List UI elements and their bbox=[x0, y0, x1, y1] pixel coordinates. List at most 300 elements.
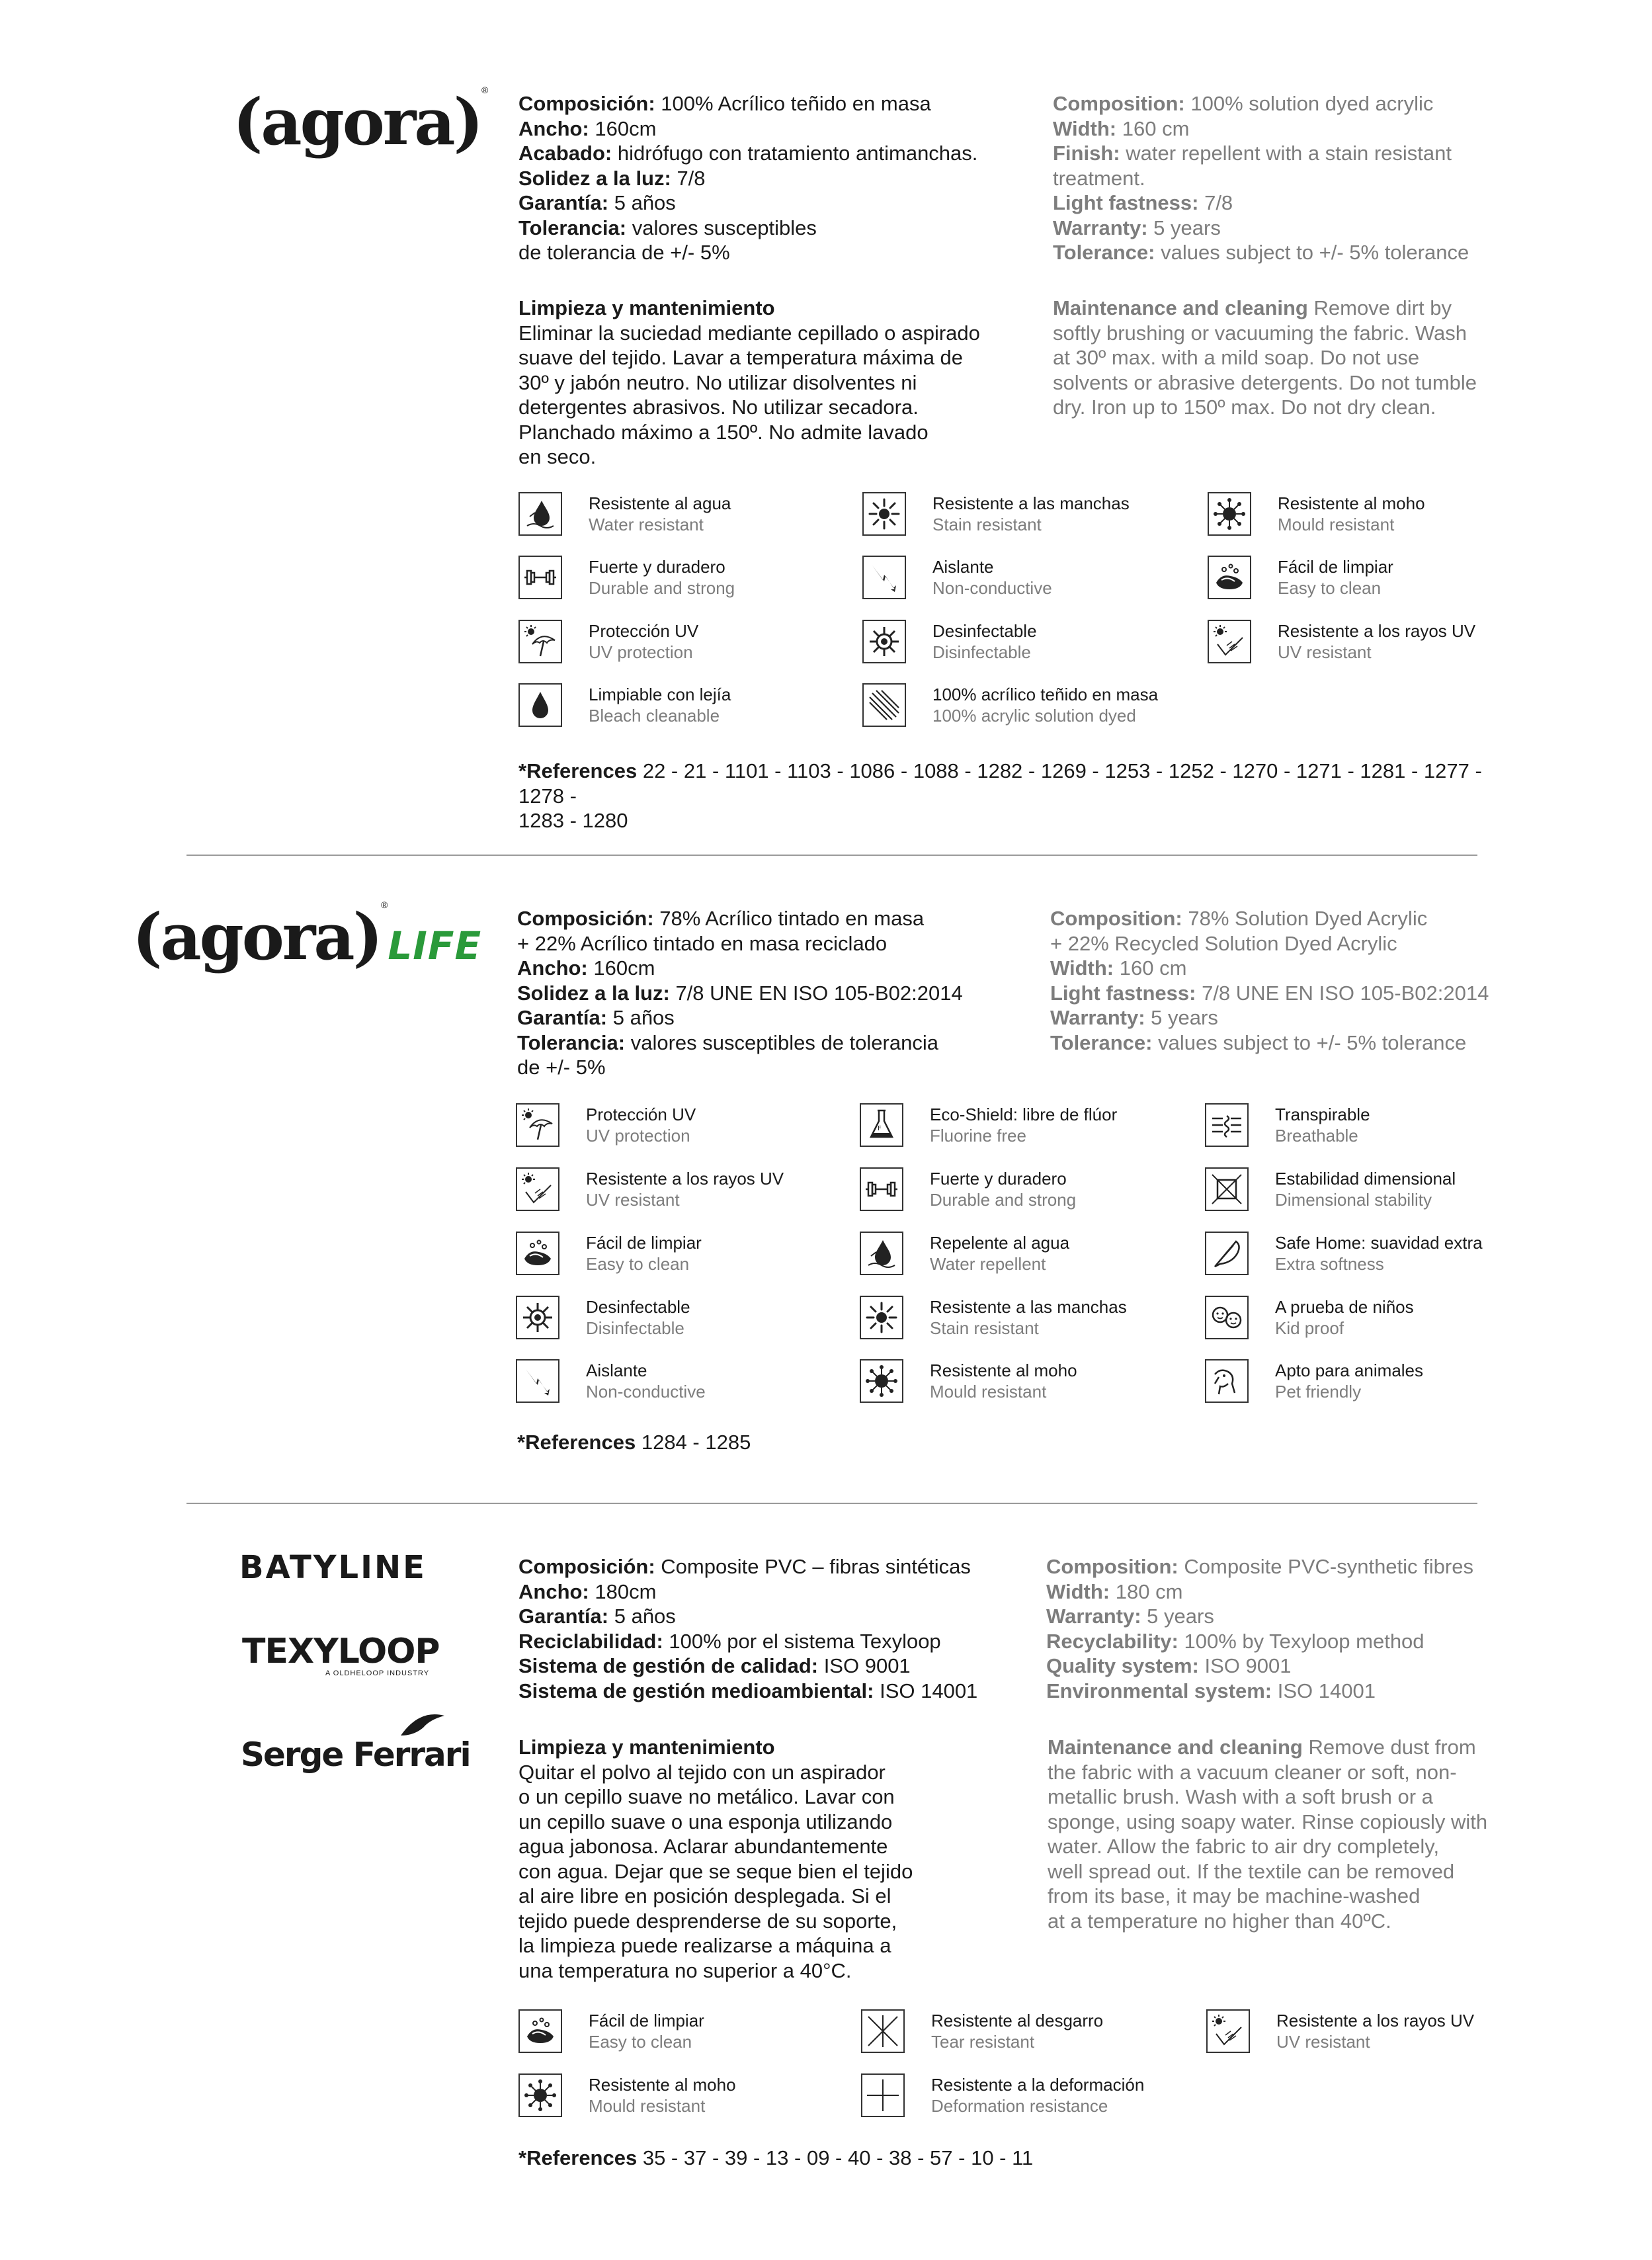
feature-item bbox=[1205, 1167, 1456, 1211]
spec-line bbox=[1053, 240, 1555, 265]
spec-line bbox=[518, 240, 1021, 265]
feature-label-en: Pet friendly bbox=[1275, 1382, 1362, 1402]
spec-value: 160 cm bbox=[1114, 956, 1187, 980]
feature-label bbox=[589, 620, 698, 663]
feature-label bbox=[589, 2010, 704, 2052]
feature-label-es: Limpiable con lejía bbox=[589, 685, 731, 704]
s2-refs-line1: 1284 - 1285 bbox=[636, 1431, 751, 1454]
feature-label bbox=[1275, 1168, 1456, 1210]
feature-item bbox=[518, 2073, 736, 2117]
feature-label-es: Estabilidad dimensional bbox=[1275, 1169, 1456, 1189]
spec-key: Composition: bbox=[1050, 907, 1182, 930]
spec-line bbox=[1046, 1579, 1575, 1605]
spec-line bbox=[518, 1554, 1034, 1579]
feature-label-en: Easy to clean bbox=[586, 1254, 690, 1274]
s3-maint-es bbox=[518, 1735, 1034, 1983]
feature-label-es: Eco-Shield: libre de flúor bbox=[930, 1105, 1118, 1124]
s1-maint-en-title: Maintenance and cleaning bbox=[1053, 296, 1308, 319]
feature-label-es: Resistente al moho bbox=[589, 2075, 736, 2095]
tear-icon bbox=[861, 2009, 905, 2053]
feature-label-es: Resistente a los rayos UV bbox=[1276, 2011, 1475, 2030]
spec-line bbox=[1053, 91, 1555, 116]
spec-key: Tolerance: bbox=[1050, 1030, 1153, 1054]
feature-label-es: Aislante bbox=[932, 557, 994, 577]
feature-item bbox=[1205, 1103, 1370, 1147]
spec-key: Width: bbox=[1050, 956, 1114, 980]
spec-key: Solidez a la luz: bbox=[518, 166, 671, 190]
texyloop-logo bbox=[242, 1634, 440, 1677]
spec-line bbox=[517, 1030, 1020, 1056]
maintenance-line: Quitar el polvo al tejido con un aspirador bbox=[518, 1760, 886, 1784]
spec-line bbox=[517, 981, 1020, 1006]
feature-label-en: 100% acrylic solution dyed bbox=[932, 706, 1136, 726]
spec-key: Acabado: bbox=[518, 142, 612, 165]
hand-wash-icon bbox=[518, 2009, 562, 2053]
feature-label bbox=[586, 1360, 706, 1402]
feature-item bbox=[518, 492, 731, 536]
feature-label-en: Kid proof bbox=[1275, 1318, 1344, 1338]
section-divider bbox=[186, 855, 1477, 856]
feature-label bbox=[1275, 1360, 1423, 1402]
maintenance-line: softly brushing or vacuuming the fabric. Wash bbox=[1053, 321, 1467, 345]
spec-key: Ancho: bbox=[517, 956, 588, 980]
spec-line bbox=[1053, 116, 1555, 142]
spec-value: 100% Acrílico teñido en masa bbox=[655, 92, 931, 115]
s1-spec-es bbox=[518, 91, 1021, 265]
spec-value: 160cm bbox=[589, 116, 657, 140]
s3-spec-en bbox=[1046, 1554, 1575, 1703]
kids-icon bbox=[1205, 1296, 1249, 1339]
spec-value: 180cm bbox=[589, 1579, 657, 1603]
spec-key: Reciclabilidad: bbox=[518, 1629, 663, 1653]
spec-line bbox=[1053, 141, 1555, 166]
feature-label-en: Disinfectable bbox=[932, 642, 1031, 662]
spec-line bbox=[1046, 1629, 1575, 1654]
spec-value: 100% por el sistema Texyloop bbox=[663, 1629, 941, 1653]
feature-label-es: Desinfectable bbox=[586, 1297, 690, 1317]
spec-value: 5 years bbox=[1141, 1605, 1214, 1628]
spec-value: de +/- 5% bbox=[517, 1056, 606, 1079]
feature-label bbox=[586, 1296, 690, 1339]
maintenance-line: Eliminar la suciedad mediante cepillado o aspirado bbox=[518, 321, 980, 345]
spec-value: ISO 14001 bbox=[874, 1679, 978, 1702]
s1-refs-line1: 22 - 21 - 1101 - 1103 - 1086 - 1088 - 1282 - 1269 - 1253 - 1252 - 1270 - 1271 - 1281 - 1277 - 1278 - bbox=[518, 759, 1482, 808]
feature-label bbox=[930, 1360, 1077, 1402]
feature-label bbox=[1278, 556, 1393, 599]
spec-line bbox=[1050, 1005, 1553, 1030]
sun-check-icon bbox=[1208, 620, 1251, 663]
feature-label bbox=[1276, 2010, 1474, 2052]
maintenance-line: al aire libre en posición desplegada. Si el bbox=[518, 1884, 891, 1907]
s2-spec-en bbox=[1050, 906, 1553, 1055]
spec-key: Composición: bbox=[518, 1555, 655, 1578]
texyloop-logo-sub: A OLDHELOOP INDUSTRY bbox=[325, 1669, 430, 1677]
spec-value: 160 cm bbox=[1116, 116, 1190, 140]
dumbbell-icon bbox=[518, 556, 562, 599]
agora-logo-text: (agora) bbox=[233, 85, 481, 159]
spec-line bbox=[1050, 906, 1553, 931]
feature-label-en: Extra softness bbox=[1275, 1254, 1384, 1274]
maintenance-line: la limpieza puede realizarse a máquina a bbox=[518, 1934, 891, 1957]
spec-value: 7/8 bbox=[671, 166, 706, 190]
spec-line bbox=[517, 931, 1020, 956]
feature-label-es: Fácil de limpiar bbox=[586, 1233, 702, 1253]
deformation-icon bbox=[861, 2073, 905, 2117]
mould-icon bbox=[518, 2073, 562, 2117]
feature-label bbox=[931, 2010, 1103, 2052]
spec-key: Ancho: bbox=[518, 116, 589, 140]
section-divider bbox=[186, 1503, 1477, 1504]
spec-line bbox=[1053, 216, 1555, 241]
maintenance-line: en seco. bbox=[518, 445, 597, 468]
feature-item bbox=[860, 1359, 1077, 1403]
sun-check-icon bbox=[516, 1167, 559, 1211]
s3-maint-es-title: Limpieza y mantenimiento bbox=[518, 1736, 775, 1759]
spec-value: values subject to +/- 5% tolerance bbox=[1155, 241, 1469, 264]
feature-label-es: Resistente a los rayos UV bbox=[586, 1169, 784, 1189]
spec-key: Solidez a la luz: bbox=[517, 981, 670, 1005]
spec-line bbox=[1053, 166, 1555, 191]
spec-line bbox=[518, 1653, 1034, 1679]
s3-refs-label: *References bbox=[518, 2146, 638, 2169]
hand-wash-icon bbox=[1208, 556, 1251, 599]
s3-spec-es bbox=[518, 1554, 1034, 1703]
feature-label-es: Resistente a los rayos UV bbox=[1278, 621, 1476, 641]
feature-item bbox=[861, 2009, 1103, 2053]
feature-item bbox=[518, 556, 735, 599]
spec-key: Warranty: bbox=[1050, 1006, 1145, 1029]
feature-label-en: Mould resistant bbox=[1278, 515, 1395, 534]
spec-line bbox=[518, 1604, 1034, 1629]
spec-value: 7/8 bbox=[1198, 191, 1233, 214]
spec-line bbox=[1050, 1030, 1553, 1056]
feature-label bbox=[589, 493, 731, 535]
feature-label-es: Protección UV bbox=[586, 1105, 696, 1124]
feature-item bbox=[1208, 556, 1393, 599]
feature-item bbox=[860, 1167, 1076, 1211]
s3-refs-line1: 35 - 37 - 39 - 13 - 09 - 40 - 38 - 57 - 10 - 11 bbox=[637, 2146, 1034, 2169]
feature-label-en: Non-conductive bbox=[932, 578, 1052, 598]
pet-icon bbox=[1205, 1359, 1249, 1403]
feature-label bbox=[932, 556, 1052, 599]
maintenance-line: 30º y jabón neutro. No utilizar disolventes ni bbox=[518, 370, 917, 394]
spec-key: Light fastness: bbox=[1050, 981, 1196, 1005]
spec-key: Tolerance: bbox=[1053, 241, 1155, 264]
life-wordmark: LIFE bbox=[388, 923, 482, 968]
mould-icon bbox=[1208, 492, 1251, 536]
feature-item bbox=[1205, 1232, 1483, 1275]
feature-label bbox=[1275, 1232, 1483, 1275]
fibers-icon bbox=[862, 683, 906, 727]
spec-value: 5 years bbox=[1147, 216, 1221, 239]
feature-label-en: UV resistant bbox=[586, 1190, 680, 1210]
flask-icon bbox=[860, 1103, 903, 1147]
spec-value: ISO 9001 bbox=[818, 1654, 911, 1677]
feature-label-en: Breathable bbox=[1275, 1126, 1358, 1146]
feature-label-en: UV resistant bbox=[1278, 642, 1372, 662]
umbrella-sun-icon bbox=[518, 620, 562, 663]
feature-item bbox=[1206, 2009, 1474, 2053]
agora-life-logo-text: (agora) bbox=[132, 900, 381, 974]
spec-key: Ancho: bbox=[518, 1579, 589, 1603]
maintenance-line: detergentes abrasivos. No utilizar secadora. bbox=[518, 396, 919, 419]
feature-item bbox=[860, 1232, 1069, 1275]
splash-icon bbox=[862, 492, 906, 536]
feature-item bbox=[516, 1167, 784, 1211]
feature-label-es: Resistente al moho bbox=[1278, 493, 1425, 513]
feature-item bbox=[862, 556, 1052, 599]
serge-ferrari-leaf-icon bbox=[399, 1713, 446, 1739]
feature-label bbox=[930, 1168, 1076, 1210]
spec-value: + 22% Acrílico tintado en masa reciclado bbox=[517, 931, 888, 955]
spec-line bbox=[517, 1055, 1020, 1080]
feature-label-es: 100% acrílico teñido en masa bbox=[932, 685, 1159, 704]
maintenance-line: at 30º max. with a mild soap. Do not use bbox=[1053, 346, 1420, 369]
feature-label-en: Durable and strong bbox=[930, 1190, 1077, 1210]
spec-line bbox=[518, 166, 1021, 191]
feature-item bbox=[1205, 1296, 1414, 1339]
spec-line bbox=[518, 1579, 1034, 1605]
dimension-icon bbox=[1205, 1167, 1249, 1211]
feature-label-es: Protección UV bbox=[589, 621, 699, 641]
maintenance-line: from its base, it may be machine-washed bbox=[1048, 1884, 1421, 1907]
feature-label-en: Easy to clean bbox=[589, 2032, 692, 2052]
agora-life-logo bbox=[132, 900, 481, 974]
s1-references bbox=[518, 759, 1510, 833]
feature-label bbox=[932, 620, 1037, 663]
feature-label bbox=[1278, 493, 1425, 535]
feature-label-en: UV resistant bbox=[1276, 2032, 1370, 2052]
feature-label-en: Disinfectable bbox=[586, 1318, 684, 1338]
serge-ferrari-logo bbox=[241, 1720, 470, 1774]
water-drop-icon bbox=[860, 1232, 903, 1275]
registered-mark: ® bbox=[481, 85, 489, 95]
feature-label bbox=[589, 2074, 736, 2116]
spec-value: valores susceptibles de tolerancia bbox=[625, 1030, 938, 1054]
maintenance-line: una temperatura no superior a 40°C. bbox=[518, 1958, 852, 1982]
feature-label-es: Resistente al moho bbox=[930, 1360, 1077, 1380]
spec-key: Composición: bbox=[518, 92, 655, 115]
spec-line bbox=[517, 1005, 1020, 1030]
dumbbell-icon bbox=[860, 1167, 903, 1211]
spec-value: 160cm bbox=[587, 956, 655, 980]
feature-item bbox=[862, 620, 1037, 663]
spec-line bbox=[1046, 1653, 1575, 1679]
spec-key: Composition: bbox=[1046, 1555, 1178, 1578]
spec-value: 7/8 UNE EN ISO 105-B02:2014 bbox=[669, 981, 963, 1005]
spec-key: Garantía: bbox=[518, 191, 609, 214]
s1-maint-es-title: Limpieza y mantenimiento bbox=[518, 296, 775, 319]
feature-label-es: Transpirable bbox=[1275, 1105, 1370, 1124]
s3-maint-en-line: Remove dust from bbox=[1302, 1736, 1476, 1759]
feature-label-en: Fluorine free bbox=[930, 1126, 1026, 1146]
feature-item bbox=[516, 1232, 702, 1275]
feature-label bbox=[930, 1104, 1117, 1146]
feature-label-es: Fuerte y duradero bbox=[930, 1169, 1067, 1189]
spec-line bbox=[1050, 931, 1553, 956]
feature-label-es: Repelente al agua bbox=[930, 1233, 1070, 1253]
water-drop-icon bbox=[518, 492, 562, 536]
feature-item bbox=[1205, 1359, 1423, 1403]
feature-label-es: A prueba de niños bbox=[1275, 1297, 1414, 1317]
spec-value: 5 years bbox=[1145, 1006, 1218, 1029]
feature-label-es: Resistente a la deformación bbox=[931, 2075, 1145, 2095]
maintenance-line: solvents or abrasive detergents. Do not tumble bbox=[1053, 370, 1477, 394]
maintenance-line: dry. Iron up to 150º max. Do not dry clean. bbox=[1053, 396, 1436, 419]
spec-key: Finish: bbox=[1053, 142, 1120, 165]
spec-key: Tolerancia: bbox=[517, 1030, 626, 1054]
feature-label bbox=[586, 1232, 702, 1275]
maintenance-line: water. Allow the fabric to air dry completely, bbox=[1048, 1835, 1440, 1858]
maintenance-line: the fabric with a vacuum cleaner or soft, non- bbox=[1048, 1760, 1457, 1784]
s1-maint-es bbox=[518, 296, 1034, 470]
spec-value: 5 años bbox=[607, 1006, 675, 1029]
feature-label bbox=[930, 1232, 1069, 1275]
spec-key: Sistema de gestión de calidad: bbox=[518, 1654, 819, 1677]
spec-value: 180 cm bbox=[1110, 1579, 1183, 1603]
batyline-logo: BATYLINE bbox=[239, 1549, 427, 1586]
maintenance-line: well spread out. If the textile can be removed bbox=[1048, 1859, 1455, 1883]
feature-label-en: Durable and strong bbox=[589, 578, 735, 598]
s1-refs-line2: 1283 - 1280 bbox=[518, 809, 628, 832]
spec-line bbox=[1053, 190, 1555, 216]
s2-spec-es bbox=[517, 906, 1020, 1080]
feature-label-en: Stain resistant bbox=[930, 1318, 1039, 1338]
feature-label-en: Water repellent bbox=[930, 1254, 1046, 1274]
agora-logo bbox=[233, 85, 488, 159]
sun-check-icon bbox=[1206, 2009, 1250, 2053]
spec-value: values subject to +/- 5% tolerance bbox=[1152, 1030, 1467, 1054]
feature-item bbox=[518, 620, 698, 663]
spec-key: Sistema de gestión medioambiental: bbox=[518, 1679, 874, 1702]
feature-item bbox=[860, 1296, 1127, 1339]
spec-key: Quality system: bbox=[1046, 1654, 1199, 1677]
hand-wash-icon bbox=[516, 1232, 559, 1275]
feature-label-es: Aislante bbox=[586, 1360, 647, 1380]
splash-icon bbox=[860, 1296, 903, 1339]
spec-key: Composición: bbox=[517, 907, 654, 930]
spec-value: ISO 14001 bbox=[1272, 1679, 1376, 1702]
spec-key: Width: bbox=[1053, 116, 1117, 140]
feature-label-en: UV protection bbox=[586, 1126, 690, 1146]
lightning-icon bbox=[516, 1359, 559, 1403]
feature-label-es: Fácil de limpiar bbox=[1278, 557, 1393, 577]
spec-line bbox=[518, 116, 1021, 142]
s3-references bbox=[518, 2146, 1033, 2171]
texyloop-logo-text: TEXYLOOP bbox=[242, 1632, 440, 1671]
s3-maint-en bbox=[1048, 1735, 1577, 1933]
feature-label bbox=[586, 1168, 784, 1210]
feather-icon bbox=[1205, 1232, 1249, 1275]
spec-line bbox=[517, 956, 1020, 981]
maintenance-line: at a temperature no higher than 40ºC. bbox=[1048, 1909, 1391, 1933]
feature-label-en: Easy to clean bbox=[1278, 578, 1382, 598]
feature-label-es: Resistente al agua bbox=[589, 493, 731, 513]
spec-line bbox=[1050, 956, 1553, 981]
spec-key: Warranty: bbox=[1053, 216, 1148, 239]
s1-spec-en bbox=[1053, 91, 1555, 265]
feature-item bbox=[862, 683, 1158, 727]
feature-label bbox=[589, 556, 735, 599]
maintenance-line: un cepillo suave o una esponja utilizando bbox=[518, 1810, 893, 1833]
s2-refs-label: *References bbox=[517, 1431, 636, 1454]
spec-value: treatment. bbox=[1053, 166, 1145, 190]
spec-key: Garantía: bbox=[518, 1605, 609, 1628]
spec-line bbox=[518, 216, 1021, 241]
feature-label-es: Resistente a las manchas bbox=[930, 1297, 1127, 1317]
spec-value: 5 años bbox=[608, 191, 676, 214]
feature-item bbox=[516, 1296, 690, 1339]
s1-refs-label: *References bbox=[518, 759, 638, 782]
spec-value: hidrófugo con tratamiento antimanchas. bbox=[612, 142, 978, 165]
feature-item bbox=[862, 492, 1130, 536]
maintenance-line: sponge, using soapy water. Rinse copiously with bbox=[1048, 1810, 1488, 1833]
feature-item bbox=[518, 2009, 704, 2053]
lightning-icon bbox=[862, 556, 906, 599]
maintenance-line: metallic brush. Wash with a soft brush or a bbox=[1048, 1785, 1433, 1808]
feature-label bbox=[932, 493, 1130, 535]
feature-label-en: UV protection bbox=[589, 642, 693, 662]
feature-item bbox=[516, 1103, 696, 1147]
feature-label-en: Stain resistant bbox=[932, 515, 1042, 534]
spec-value: 78% Acrílico tintado en masa bbox=[653, 907, 925, 930]
feature-label-en: Water resistant bbox=[589, 515, 704, 534]
spec-value: 100% by Texyloop method bbox=[1178, 1629, 1425, 1653]
feature-label-en: Mould resistant bbox=[930, 1382, 1047, 1402]
feature-label-en: Bleach cleanable bbox=[589, 706, 720, 726]
breathable-icon bbox=[1205, 1103, 1249, 1147]
mould-icon bbox=[860, 1359, 903, 1403]
feature-label bbox=[586, 1104, 696, 1146]
spec-line bbox=[518, 1629, 1034, 1654]
feature-label-en: Dimensional stability bbox=[1275, 1190, 1432, 1210]
feature-item bbox=[1208, 620, 1475, 663]
feature-label bbox=[931, 2074, 1144, 2116]
maintenance-line: Planchado máximo a 150º. No admite lavado bbox=[518, 420, 929, 444]
s1-maint-en bbox=[1053, 296, 1582, 420]
feature-label bbox=[932, 684, 1158, 726]
feature-label-es: Desinfectable bbox=[932, 621, 1037, 641]
spec-value: Composite PVC – fibras sintéticas bbox=[655, 1555, 971, 1578]
feature-label-es: Safe Home: suavidad extra bbox=[1275, 1233, 1483, 1253]
maintenance-line: o un cepillo suave no metálico. Lavar con bbox=[518, 1785, 895, 1808]
virus-icon bbox=[516, 1296, 559, 1339]
spec-value: 5 años bbox=[608, 1605, 676, 1628]
spec-value: valores susceptibles bbox=[626, 216, 817, 239]
spec-key: Garantía: bbox=[517, 1006, 608, 1029]
feature-item bbox=[860, 1103, 1117, 1147]
feature-item bbox=[518, 683, 731, 727]
spec-key: Recyclability: bbox=[1046, 1629, 1178, 1653]
spec-value: 7/8 UNE EN ISO 105-B02:2014 bbox=[1196, 981, 1489, 1005]
spec-line bbox=[518, 141, 1021, 166]
registered-mark: ® bbox=[380, 900, 388, 910]
spec-line bbox=[518, 190, 1021, 216]
feature-label-es: Apto para animales bbox=[1275, 1360, 1424, 1380]
s3-maint-en-title: Maintenance and cleaning bbox=[1048, 1736, 1303, 1759]
spec-line bbox=[1050, 981, 1553, 1006]
feature-item bbox=[516, 1359, 706, 1403]
feature-label-en: Mould resistant bbox=[589, 2096, 706, 2116]
spec-line bbox=[1046, 1604, 1575, 1629]
spec-key: Environmental system: bbox=[1046, 1679, 1272, 1702]
spec-value: Composite PVC-synthetic fibres bbox=[1178, 1555, 1473, 1578]
spec-key: Tolerancia: bbox=[518, 216, 627, 239]
spec-line bbox=[518, 91, 1021, 116]
maintenance-line: suave del tejido. Lavar a temperatura máxima de bbox=[518, 346, 964, 369]
feature-label-es: Fuerte y duradero bbox=[589, 557, 725, 577]
maintenance-line: agua jabonosa. Aclarar abundantemente bbox=[518, 1835, 888, 1858]
